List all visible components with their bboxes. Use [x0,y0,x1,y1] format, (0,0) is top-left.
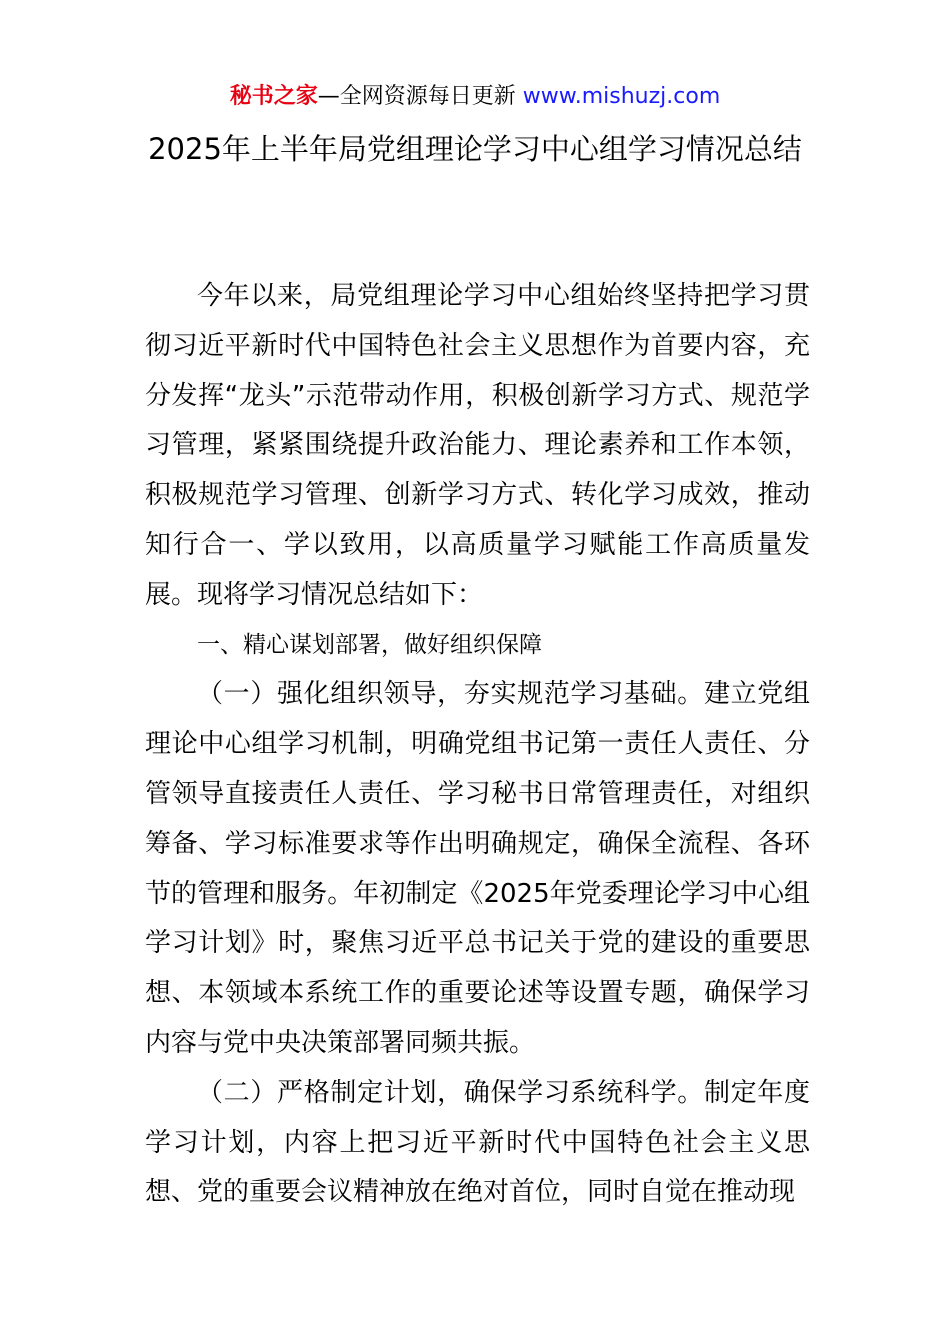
paragraph-section-1-2: （二）严格制定计划，确保学习系统科学。制定年度学习计划，内容上把习近平新时代中国特色社会主义思想、党的重要会议精神放在绝对首位，同时自觉在推动现 [145,1077,810,1208]
banner-brand: 秘书之家 [229,84,318,109]
paragraph-intro: 今年以来，局党组理论学习中心组始终坚持把学习贯彻习近平新时代中国特色社会主义思想作为首要内容，充分发挥“龙头”示范带动作用，积极创新学习方式、规范学习管理，紧紧围绕提升政治能力、理论素养和工作本领，积极规范学习管理、创新学习方式、转化学习成效，推动知行合一、学以致用，以高质量学习赋能工作高质量发展。现将学习情况总结如下： [145,281,810,610]
banner-tagline: —全网资源每日更新 [317,84,523,109]
site-banner [0,80,950,114]
banner-url: www.mishuzj.com [522,84,721,109]
paragraph-section-1-1: （一）强化组织领导，夯实规范学习基础。建立党组理论中心组学习机制，明确党组书记第一责任人责任、分管领导直接责任人责任、学习秘书日常管理责任，对组织筹备、学习标准要求等作出明确规定，确保全流程、各环节的管理和服务。年初制定《2025年党委理论学习中心组学习计划》时，聚焦习近平总书记关于党的建设的重要思想、本领域本系统工作的重要论述等设置专题，确保学习内容与党中央决策部署同频共振。 [145,679,810,1058]
document-title: 2025年上半年局党组理论学习中心组学习情况总结 [148,132,802,166]
section-heading-1: 一、精心谋划部署，做好组织保障 [197,631,542,658]
document-body [145,272,810,1218]
